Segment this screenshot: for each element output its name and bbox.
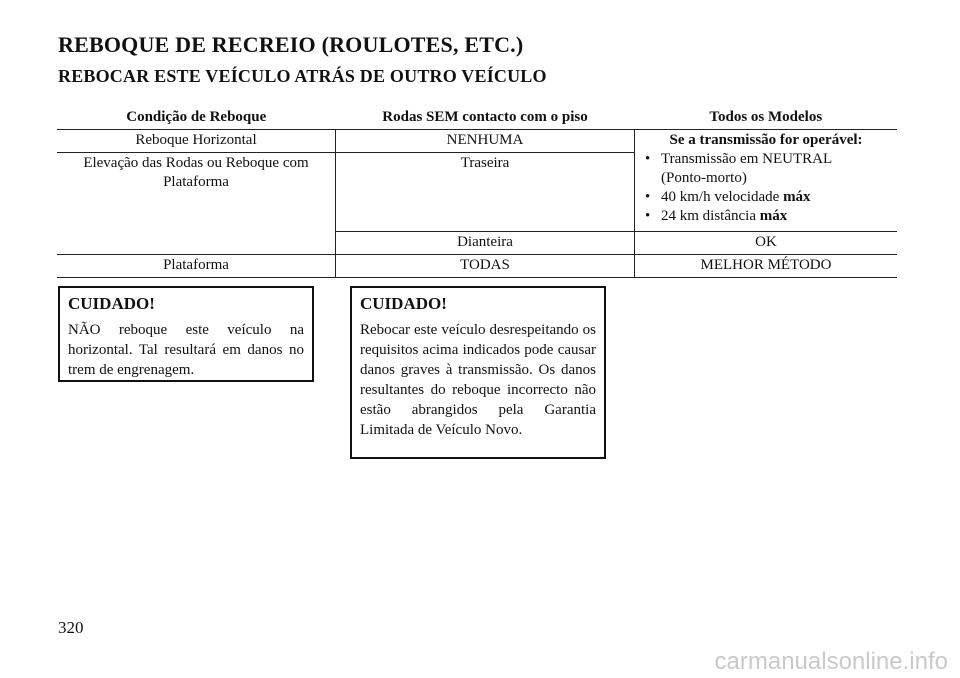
table-header-row xyxy=(57,107,897,130)
conditions-list xyxy=(639,150,893,226)
list-item xyxy=(643,188,893,207)
header-models: Todos os Modelos xyxy=(635,107,898,130)
list-item xyxy=(643,207,893,226)
cell-condition: Elevação das Rodas ou Reboque com Plataforma xyxy=(57,153,336,255)
caution-title: CUIDADO! xyxy=(68,294,155,313)
condition-distance: 24 km distância xyxy=(661,208,756,224)
cell-wheels: NENHUMA xyxy=(336,130,635,153)
condition-distance-max: máx xyxy=(759,208,788,224)
header-wheels: Rodas SEM contacto com o piso xyxy=(336,107,635,130)
table-row xyxy=(57,130,897,153)
caution-title: CUIDADO! xyxy=(360,294,447,313)
cell-models: MELHOR MÉTODO xyxy=(635,255,898,278)
condition-speed: 40 km/h velocidade xyxy=(661,189,780,205)
page-title: REBOQUE DE RECREIO (ROULOTES, ETC.) xyxy=(58,32,524,57)
cell-condition: Reboque Horizontal xyxy=(57,130,336,153)
caution-text: Rebocar este veículo desrespeitando os requisitos acima indicados pode causar danos graves à transmissão. Os danos resultantes do reboque incorrecto não estão abrangidos pela Garantia Limitada de Veículo Novo. xyxy=(360,322,596,438)
cell-condition: Plataforma xyxy=(57,255,336,278)
caution-text: NÃO reboque este veículo na horizontal. Tal resultará em danos no trem de engrenagem. xyxy=(68,322,304,378)
cell-models: OK xyxy=(635,232,898,255)
list-item xyxy=(643,150,893,188)
caution-box-horizontal xyxy=(58,286,314,382)
condition-neutral-note: (Ponto-morto) xyxy=(661,170,747,186)
table-row xyxy=(57,255,897,278)
towing-table xyxy=(57,107,897,278)
page-number: 320 xyxy=(58,618,84,637)
caution-box-requirements xyxy=(350,286,606,459)
conditions-title: Se a transmissão for operável: xyxy=(669,132,863,148)
cell-wheels: Dianteira xyxy=(336,232,635,255)
header-condition: Condição de Reboque xyxy=(57,107,336,130)
section-title: REBOCAR ESTE VEÍCULO ATRÁS DE OUTRO VEÍCULO xyxy=(58,66,547,86)
condition-speed-max: máx xyxy=(783,189,811,205)
cell-wheels: Traseira xyxy=(336,153,635,232)
condition-neutral: Transmissão em NEUTRAL xyxy=(661,151,833,167)
watermark: carmanualsonline.info xyxy=(714,648,948,675)
cell-wheels: TODAS xyxy=(336,255,635,278)
cell-conditions xyxy=(635,130,898,232)
